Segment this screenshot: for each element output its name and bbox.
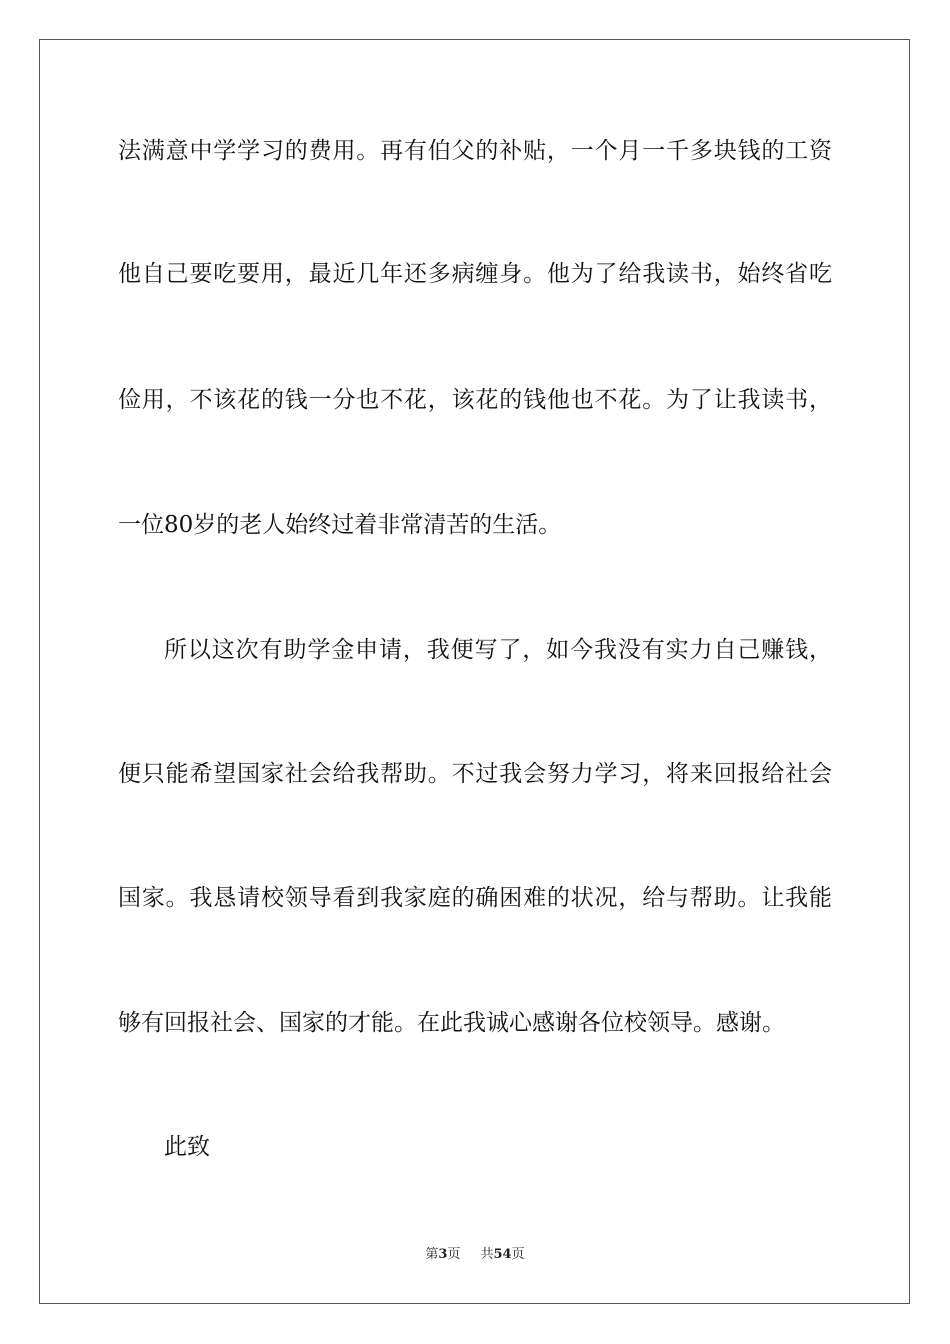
body-line-5: 所以这次有助学金申请，我便写了，如今我没有实力自己赚钱， xyxy=(164,637,832,663)
body-line-2: 他自己要吃要用，最近几年还多病缠身。他为了给我读书，始终省吃 xyxy=(118,261,832,287)
body-line-6: 便只能希望国家社会给我帮助。不过我会努力学习，将来回报给社会 xyxy=(118,761,832,787)
closing-line: 此致 xyxy=(164,1134,210,1160)
page-frame xyxy=(39,39,910,1304)
body-line-1: 法满意中学学习的费用。再有伯父的补贴，一个月一千多块钱的工资 xyxy=(118,138,832,164)
body-line-8: 够有回报社会、国家的才能。在此我诚心感谢各位校领导。感谢。 xyxy=(118,1010,785,1036)
footer-total-prefix: 共 xyxy=(480,1247,494,1262)
footer-page-suffix: 页 xyxy=(447,1247,461,1262)
footer-total-pages: 54 xyxy=(493,1247,512,1262)
footer-page-prefix: 第 xyxy=(425,1247,439,1262)
body-line-3: 俭用，不该花的钱一分也不花，该花的钱他也不花。为了让我读书， xyxy=(118,387,832,413)
body-line-7: 国家。我恳请校领导看到我家庭的确困难的状况，给与帮助。让我能 xyxy=(118,885,832,911)
page-footer xyxy=(0,1246,950,1264)
body-line-4: 一位80岁的老人始终过着非常清苦的生活。 xyxy=(118,512,562,538)
footer-page-number: 3 xyxy=(438,1247,448,1262)
footer-total-suffix: 页 xyxy=(511,1247,525,1262)
